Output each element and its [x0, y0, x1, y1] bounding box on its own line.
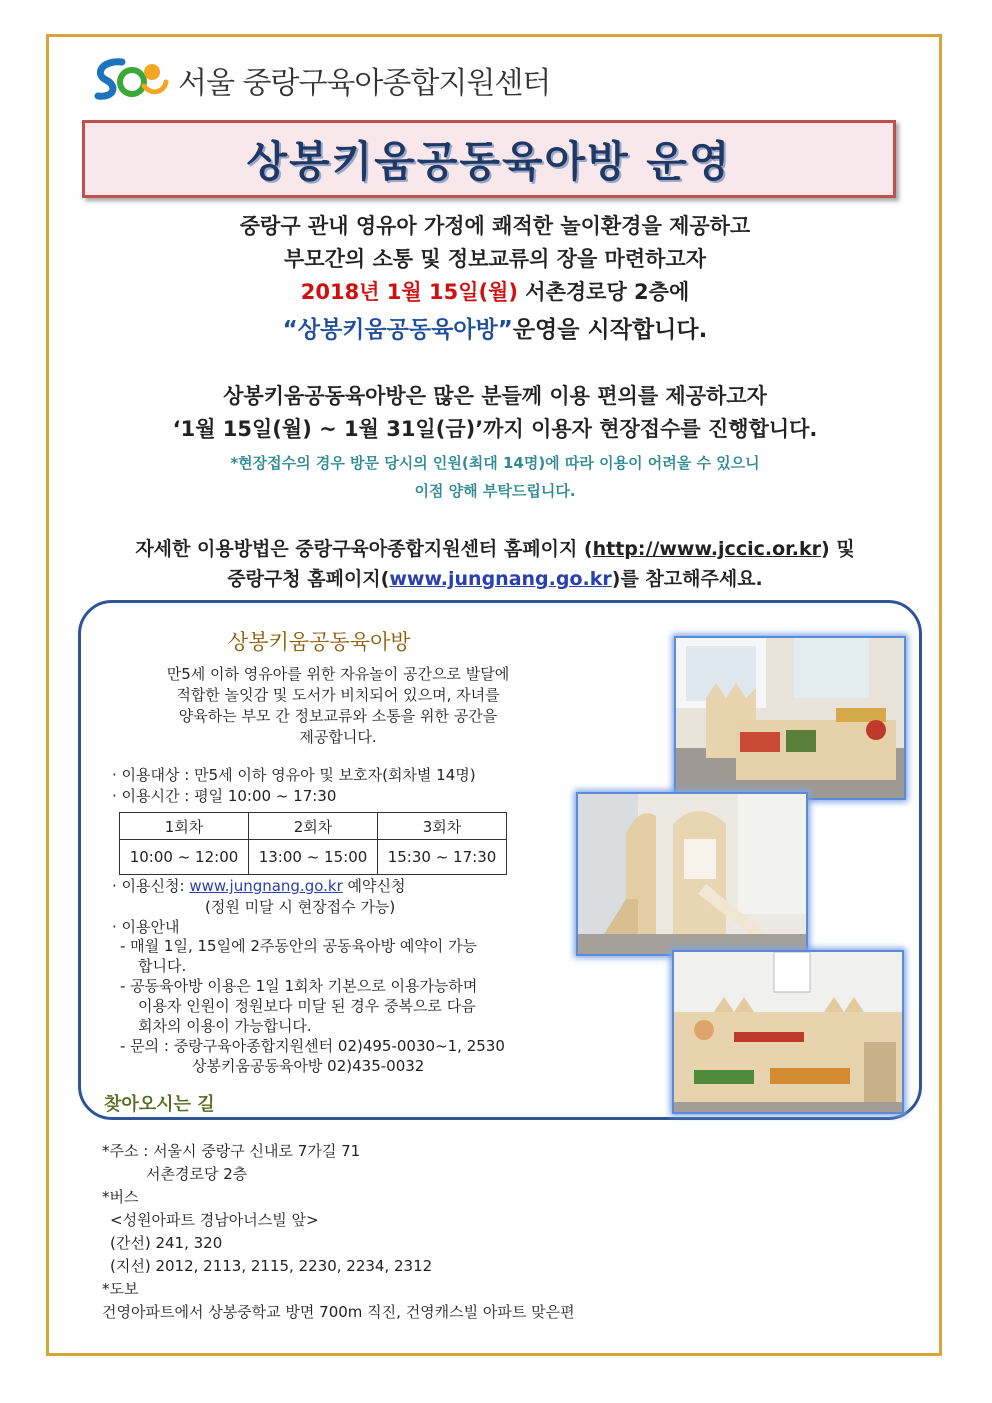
intro-line-5: 상봉키움공동육아방은 많은 분들께 이용 편의를 제공하고자: [223, 384, 767, 408]
guide-line: 회차의 이용이 가능합니다.: [138, 1017, 312, 1035]
org-name: 서울 중랑구육아종합지원센터: [178, 66, 551, 101]
onsite-note-1: *현장접수의 경우 방문 당시의 인원(최대 14명)에 따라 이용이 어려울 수 있으니: [230, 454, 760, 472]
hours-info: · 이용시간 : 평일 10:00 ~ 17:30: [112, 787, 337, 805]
intro-line-3-rest: 서촌경로당 2층에: [518, 280, 690, 304]
apply-info: [112, 876, 572, 896]
bus-label: *버스: [102, 1188, 139, 1206]
ref2-post: )를 참고해주세요.: [611, 568, 763, 590]
reference-line-2: [60, 563, 930, 596]
reference-line-1: [60, 533, 930, 566]
room-name: “상봉키움공동육아방”: [282, 317, 513, 343]
intro-line-3: [60, 276, 930, 309]
guide-line: - 매월 1일, 15일에 2주동안의 공동육아방 예약이 가능: [120, 937, 478, 955]
intro-line-6: ‘1월 15일(월) ~ 1월 31일(금)’까지 이용자 현장접수를 진행합니다.: [172, 417, 818, 441]
apply-suffix: 예약신청: [342, 877, 406, 895]
contact-line: 상봉키움공동육아방 02)435-0032: [192, 1057, 425, 1075]
bus-trunk: (간선) 241, 320: [110, 1234, 223, 1252]
page-title: 상봉키움공동육아방 운영: [246, 137, 732, 186]
directions-title: 찾아오시는 길: [104, 1094, 215, 1115]
intro-line-4: [60, 314, 930, 347]
onsite-note-2: 이점 양해 부탁드립니다.: [414, 482, 576, 500]
guide-line: 합니다.: [138, 957, 187, 975]
ref1-pre: 자세한 이용방법은 중랑구육아종합지원센터 홈페이지 (: [135, 538, 593, 560]
intro-line-1: 중랑구 관내 영유아 가정에 쾌적한 놀이환경을 제공하고: [239, 214, 751, 238]
session-time: 10:00 ~ 12:00: [120, 840, 249, 875]
open-date: 2018년 1월 15일(월): [300, 280, 518, 304]
playroom-shelf-photo: [672, 950, 904, 1114]
address-detail: 서촌경로당 2층: [146, 1165, 248, 1183]
session-header: 1회차: [120, 813, 249, 840]
jungnang-link[interactable]: www.jungnang.go.kr: [389, 568, 612, 590]
bus-stop: <성원아파트 경남아너스빌 앞>: [110, 1211, 319, 1229]
jccic-link[interactable]: http://www.jccic.or.kr: [592, 538, 822, 560]
directions-block: [102, 1140, 575, 1324]
contact-line: - 문의 : 중랑구육아종합지원센터 02)495-0030~1, 2530: [120, 1037, 505, 1055]
guide-title: · 이용안내: [112, 918, 180, 936]
walk-label: *도보: [102, 1280, 139, 1298]
apply-note: (정원 미달 시 현장접수 가능): [205, 898, 396, 916]
playroom-slide-photo: [576, 792, 808, 956]
panel-title: 상봉키움공동육아방: [228, 630, 411, 654]
guide-line: - 공동육아방 이용은 1일 1회차 기본으로 이용가능하며: [120, 977, 478, 995]
desc-line: 양육하는 부모 간 정보교류와 소통을 위한 공간을: [178, 707, 498, 725]
bus-branch: (지선) 2012, 2113, 2115, 2230, 2234, 2312: [110, 1257, 433, 1275]
session-time: 13:00 ~ 15:00: [249, 840, 378, 875]
guide-line: 이용자 인원이 정원보다 미달 된 경우 중복으로 다음: [138, 997, 476, 1015]
apply-label: · 이용신청:: [112, 877, 190, 895]
session-time: 15:30 ~ 17:30: [378, 840, 507, 875]
session-header: 2회차: [249, 813, 378, 840]
desc-line: 만5세 이하 영유아를 위한 자유놀이 공간으로 발달에: [166, 665, 510, 683]
ref1-post: ) 및: [821, 538, 855, 560]
reservation-link[interactable]: www.jungnang.go.kr: [189, 877, 343, 895]
desc-line: 제공합니다.: [299, 728, 377, 746]
ref2-pre: 중랑구청 홈페이지(: [227, 568, 390, 590]
intro-line-2: 부모간의 소통 및 정보교류의 장을 마련하고자: [284, 247, 706, 271]
schedule-table: [119, 812, 507, 875]
intro-line-4-rest: 운영을 시작합니다.: [512, 317, 708, 343]
address-line: *주소 : 서울시 중랑구 신내로 7가길 71: [102, 1142, 361, 1160]
desc-line: 적합한 놀잇감 및 도서가 비치되어 있으며, 자녀를: [176, 686, 500, 704]
room-description: [108, 664, 568, 748]
session-header: 3회차: [378, 813, 507, 840]
target-info: · 이용대상 : 만5세 이하 영유아 및 보호자(회차별 14명): [112, 766, 476, 784]
title-banner: [82, 120, 896, 198]
walk-route: 건영아파트에서 상봉중학교 방면 700m 직진, 건영캐스빌 아파트 맞은편: [102, 1303, 575, 1321]
playroom-photo: [674, 636, 906, 800]
